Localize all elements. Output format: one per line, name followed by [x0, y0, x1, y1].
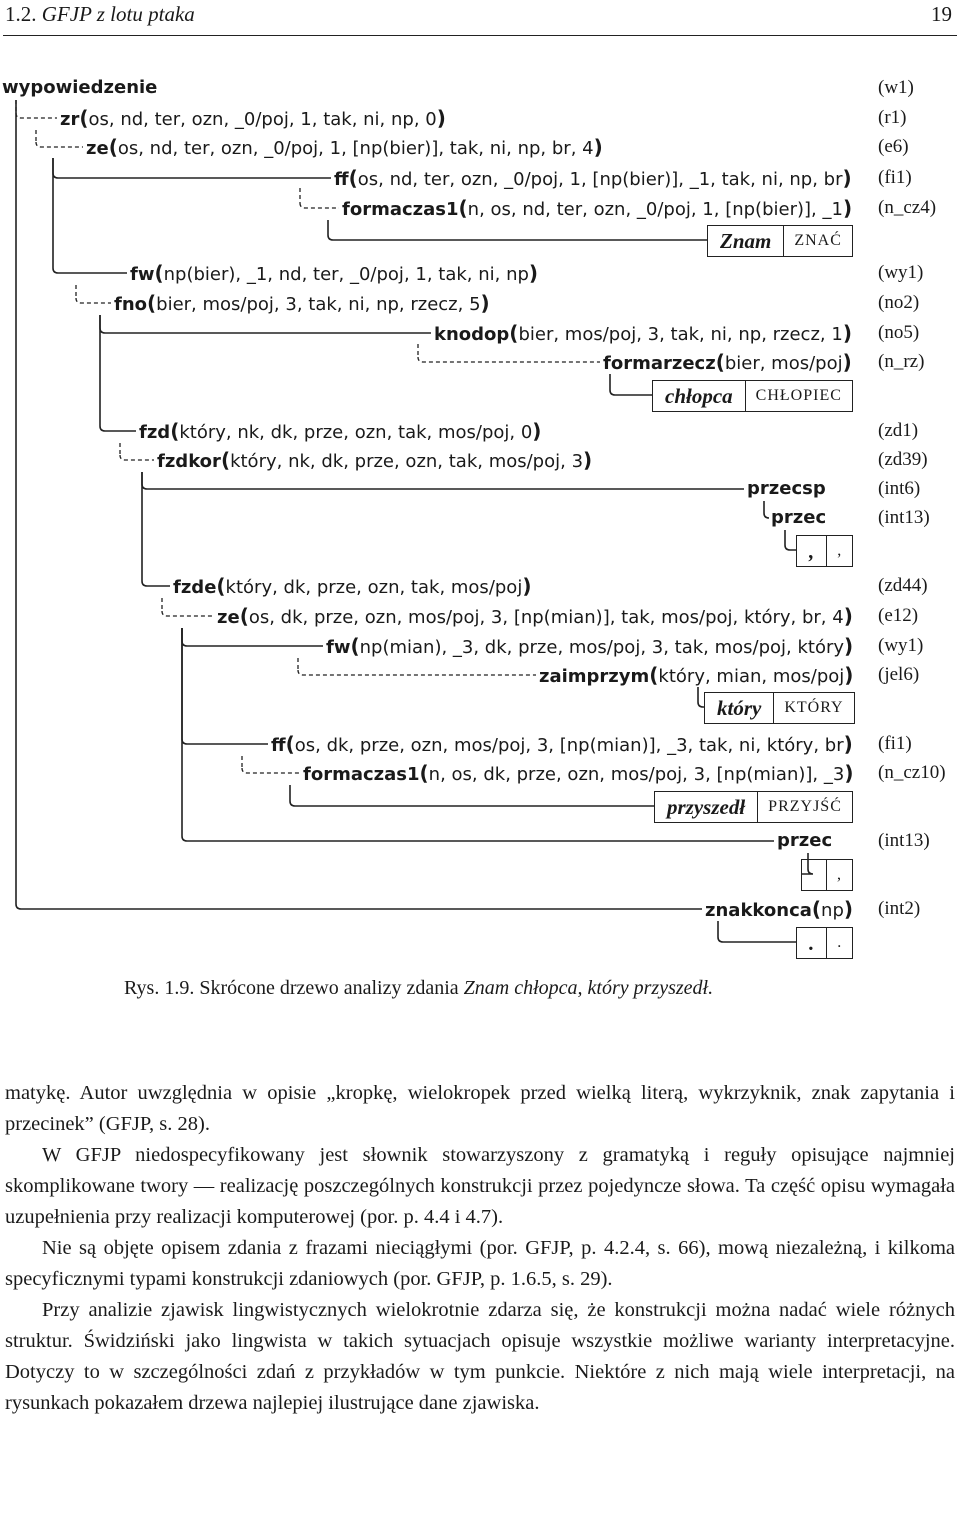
node-category: knodop [434, 324, 510, 345]
tree-leaf [654, 791, 853, 823]
tree-leaf [704, 692, 855, 724]
tree-branch [610, 390, 652, 395]
node-category: fw [130, 264, 155, 285]
tree-node: ff(os, nd, ter, ozn, _0/poj, 1, [np(bier)], _1, tak, ni, np, br) [334, 166, 852, 190]
tree-branch [53, 173, 331, 178]
leaf-word: Znam [720, 228, 772, 253]
leaf-word: przyszedł [667, 794, 746, 819]
tree-branch [162, 611, 214, 616]
tree-branch [53, 268, 127, 273]
rule-label: (n_cz4) [878, 197, 937, 218]
leaf-word: , [809, 538, 815, 563]
tree-branch [100, 328, 431, 333]
rule-label: (int2) [878, 898, 921, 919]
rule-label: (wy1) [878, 262, 924, 283]
rule-label: (n_rz) [878, 351, 925, 372]
tree-node: fzde(który, dk, prze, ozn, tak, mos/poj) [173, 574, 532, 598]
tree-branch [764, 513, 769, 518]
tree-node: fno(bier, mos/poj, 3, tak, ni, np, rzecz, 5) [114, 291, 490, 315]
leaf-word: który [717, 695, 762, 720]
node-category: ze [86, 138, 109, 159]
caption-example: Znam chłopca, który przyszedł. [463, 977, 714, 999]
tree-branch [142, 581, 170, 586]
node-features: os, dk, prze, ozn, mos/poj, 3, [np(mian)], tak, mos/poj, który, br, 4 [248, 607, 844, 628]
tree-branch [36, 142, 83, 147]
tree-branch [76, 298, 111, 303]
leaf-lemma: CHŁOPIEC [755, 387, 842, 404]
node-features: który, nk, dk, prze, ozn, tak, mos/poj, 3 [230, 451, 584, 472]
node-category: ff [334, 169, 349, 190]
tree-node [771, 507, 826, 529]
tree-leaf [796, 927, 853, 959]
tree-node: ff(os, dk, prze, ozn, mos/poj, 3, [np(mian)], _3, tak, ni, który, br) [271, 732, 853, 756]
node-features: np(bier), _1, nd, ter, _0/poj, 1, tak, ni, np [163, 264, 529, 285]
tree-node: fw(np(bier), _1, nd, ter, _0/poj, 1, tak, ni, np) [130, 261, 539, 285]
tree-branch [300, 203, 339, 208]
node-features: bier, mos/poj [724, 353, 843, 374]
node-category: fw [326, 637, 351, 658]
leaf-lemma: ZNAĆ [794, 232, 842, 249]
leaf-word: chłopca [665, 383, 733, 408]
leaf-lemma: PRZYJŚĆ [768, 798, 842, 815]
leaf-lemma: , [837, 542, 843, 559]
tree-branch [120, 455, 154, 460]
node-features: który, mian, mos/poj [658, 666, 845, 687]
tree-leaf [796, 535, 853, 567]
tree-branch [328, 235, 707, 240]
node-category: ff [271, 735, 286, 756]
tree-node: znakkonca(np) [705, 897, 854, 921]
tree-branch [142, 484, 744, 489]
leaf-word [802, 860, 826, 890]
tree-branch [290, 801, 654, 806]
section-number: 1.2. [5, 2, 37, 26]
tree-branch [718, 937, 796, 942]
tree-node: ze(os, dk, prze, ozn, mos/poj, 3, [np(mian)], tak, mos/poj, który, br, 4) [217, 604, 853, 628]
node-features: n, os, dk, prze, ozn, mos/poj, 3, [np(mian)], _3 [428, 764, 845, 785]
node-category: przec [771, 507, 827, 528]
header-rule [3, 35, 957, 36]
node-category: zr [60, 109, 80, 130]
rule-label: (int13) [878, 830, 930, 851]
tree-branch [418, 357, 600, 362]
node-category: fzdkor [157, 451, 221, 472]
tree-branch [16, 904, 702, 909]
node-features: os, nd, ter, ozn, _0/poj, 1, [np(bier)], _1, tak, ni, np, br [357, 169, 843, 190]
rule-label: (w1) [878, 77, 914, 98]
node-category: fzde [173, 577, 217, 598]
node-category: formarzecz [603, 353, 716, 374]
leaf-lemma: , [837, 866, 842, 883]
tree-node: ze(os, nd, ter, ozn, _0/poj, 1, [np(bier)], tak, ni, np, br, 4) [86, 135, 603, 159]
rule-label: (n_cz10) [878, 762, 946, 783]
rule-label: (int13) [878, 507, 930, 528]
paragraph: Przy analizie zjawisk lingwistycznych wielokrotnie zdarza się, że konstrukcji można nadać wiele różnych struktur. Świdziński jako lingwista w takich sytuacjach opisuje wszystkie możliwe warianty interpretacyjne. Dotyczy to w szczególności zdań z przykładów w tym punkcie. Niektóre z nich mają wiele interpretacji, na rysunkach pokazałem drzewa najlepiej ilustrujące dane zjawiska. [5, 1299, 955, 1414]
paragraph: matykę. Autor uwzględnia w opisie „kropkę, wielokropek przed wielką literą, wykrzyknik, znak zapytania i przecinek” (GFJP, s. 28). [5, 1082, 955, 1135]
tree-branch [242, 768, 300, 773]
tree-node: knodop(bier, mos/poj, 3, tak, ni, np, rzecz, 1) [434, 321, 852, 345]
page-number: 19 [931, 2, 952, 26]
node-features: bier, mos/poj, 3, tak, ni, np, rzecz, 1 [518, 324, 843, 345]
tree-branch [182, 836, 774, 841]
node-features: np [821, 900, 844, 921]
tree-branch [298, 670, 536, 675]
running-header-section [5, 2, 195, 27]
tree-leaf [707, 225, 853, 257]
tree-leaf [652, 380, 853, 412]
rule-label: (r1) [878, 107, 907, 128]
tree-branch [182, 641, 323, 646]
node-category: fno [114, 294, 148, 315]
tree-node [2, 77, 157, 99]
node-features: n, os, nd, ter, ozn, _0/poj, 1, [np(bier)], _1 [467, 199, 843, 220]
tree-node: zaimprzym(który, mian, mos/poj) [539, 663, 854, 687]
node-features: os, nd, ter, ozn, _0/poj, 1, [np(bier)], tak, ni, np, br, 4 [117, 138, 594, 159]
rule-label: (e6) [878, 136, 909, 157]
tree-node: formaczas1(n, os, dk, prze, ozn, mos/poj, 3, [np(mian)], _3) [303, 761, 854, 785]
node-features: os, nd, ter, ozn, _0/poj, 1, tak, ni, np, 0 [88, 109, 437, 130]
rule-label: (no5) [878, 322, 920, 343]
tree-node: zr(os, nd, ter, ozn, _0/poj, 1, tak, ni, np, 0) [60, 106, 446, 130]
rule-label: (zd39) [878, 449, 928, 470]
figure-caption [124, 977, 713, 1000]
paragraph: W GFJP niedospecyfikowany jest słownik stowarzyszony z gramatyką i reguły opisujące najmniej skomplikowane twory — realizację poszczególnych konstrukcji przez pojedyncze słowa. Ta część opisu wymagała uzupełnienia przy realizacji komputerowej (por. p. 4.4 i 4.7). [5, 1144, 955, 1228]
tree-leaf [801, 859, 853, 891]
leaf-lemma: KTÓRY [784, 699, 844, 716]
section-title: GFJP z lotu ptaka [41, 2, 195, 26]
rule-label: (jel6) [878, 664, 920, 685]
tree-node: formaczas1(n, os, nd, ter, ozn, _0/poj, 1, [np(bier)], _1) [342, 196, 853, 220]
node-features: os, dk, prze, ozn, mos/poj, 3, [np(mian)], _3, tak, ni, który, br [294, 735, 844, 756]
node-features: bier, mos/poj, 3, tak, ni, np, rzecz, 5 [156, 294, 481, 315]
paragraph: Nie są objęte opisem zdania z frazami nieciągłymi (por. GFJP, p. 4.2.4, s. 66), mową niezależną, i kilkoma specyficznymi typami konstrukcji zdaniowych (por. GFJP, p. 1.6.5, s. 29). [5, 1237, 955, 1290]
rule-label: (int6) [878, 478, 921, 499]
rule-label: (zd1) [878, 420, 919, 441]
tree-branch [16, 113, 57, 118]
tree-node: fzdkor(który, nk, dk, prze, ozn, tak, mos/poj, 3) [157, 448, 593, 472]
node-category: formaczas1 [303, 764, 420, 785]
tree-branch [785, 545, 796, 550]
node-category: znakkonca [705, 900, 812, 921]
rule-label: (no2) [878, 292, 920, 313]
caption-label: Rys. 1.9. Skrócone drzewo analizy zdania [124, 977, 459, 999]
node-category: fzd [139, 422, 171, 443]
tree-node: fw(np(mian), _3, dk, prze, mos/poj, 3, tak, mos/poj, który) [326, 634, 854, 658]
node-features: np(mian), _3, dk, prze, mos/poj, 3, tak, mos/poj, który [359, 637, 845, 658]
node-category: ze [217, 607, 240, 628]
tree-branch [182, 739, 268, 744]
node-category: przecsp [747, 478, 826, 499]
node-features: który, nk, dk, prze, ozn, tak, mos/poj, 0 [179, 422, 533, 443]
node-category: formaczas1 [342, 199, 459, 220]
leaf-lemma: . [837, 934, 843, 951]
rule-label: (fi1) [878, 167, 912, 188]
tree-node [777, 830, 832, 852]
node-category: zaimprzym [539, 666, 650, 687]
tree-branch [100, 426, 136, 431]
rule-label: (e12) [878, 605, 919, 626]
tree-node: formarzecz(bier, mos/poj) [603, 350, 852, 374]
leaf-word: . [809, 930, 815, 955]
body-text [5, 1078, 955, 1419]
tree-node: fzd(który, nk, dk, prze, ozn, tak, mos/poj, 0) [139, 419, 542, 443]
rule-label: (zd44) [878, 575, 928, 596]
node-category: przec [777, 830, 833, 851]
rule-label: (fi1) [878, 733, 912, 754]
node-category: wypowiedzenie [2, 77, 158, 98]
tree-node [747, 478, 826, 500]
node-features: który, dk, prze, ozn, tak, mos/poj [225, 577, 523, 598]
rule-label: (wy1) [878, 635, 924, 656]
